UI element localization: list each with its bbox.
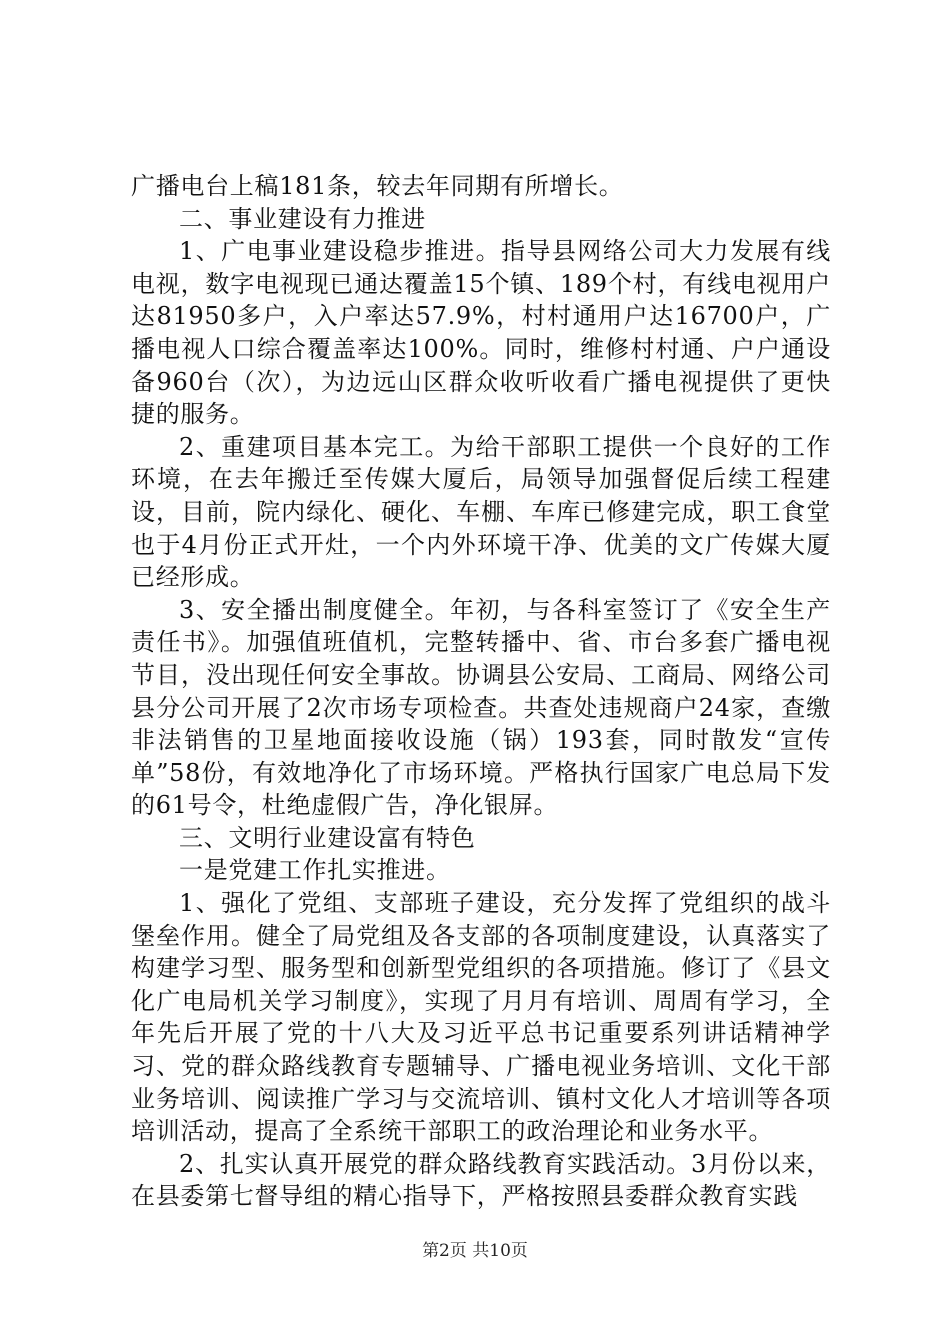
paragraph-safe-broadcast: 3、安全播出制度健全。年初，与各科室签订了《安全生产责任书》。加强值班值机，完整转播中、省、市台多套广播电视节目，没出现任何安全事故。协调县公安局、工商局、网络公司县分公司开展了2次市场专项检查。共查处违规商户24家，查缴非法销售的卫星地面接收设施（锅）193套，同时散发“宣传单”58份，有效地净化了市场环境。严格执行国家广电总局下发的61号令，杜绝虚假广告，净化银屏。 (131, 595, 831, 820)
document-body (131, 170, 831, 1213)
paragraph-continuation: 广播电台上稿181条，较去年同期有所增长。 (131, 172, 624, 200)
paragraph-broadcast-construction: 1、广电事业建设稳步推进。指导县网络公司大力发展有线电视，数字电视现已通达覆盖15个镇、189个村，有线电视用户达81950多户，入户率达57.9%，村村通用户达16700户，广播电视人口综合覆盖率达100%。同时，维修村村通、户户通设备960台（次），为边远山区群众收听收看广播电视提供了更快捷的服务。 (131, 237, 831, 429)
section-heading-3: 三、文明行业建设富有特色 (179, 823, 476, 852)
subheading-party-building: 一是党建工作扎实推进。 (179, 856, 451, 885)
paragraph-party-organization: 1、强化了党组、支部班子建设，充分发挥了党组织的战斗堡垒作用。健全了局党组及各支部的各项制度建设，认真落实了构建学习型、服务型和创新型党组织的各项措施。修订了《县文化广电局机关学习制度》，实现了月月有培训、周周有学习，全年先后开展了党的十八大及习近平总书记重要系列讲话精神学习、党的群众路线教育专题辅导、广播电视业务培训、文化干部业务培训、阅读推广学习与交流培训、镇村文化人才培训等各项培训活动，提高了全系统干部职工的政治理论和业务水平。 (131, 889, 831, 1146)
page-number-footer: 第2页 共10页 (422, 1241, 528, 1261)
paragraph-mass-line-education: 2、扎实认真开展党的群众路线教育实践活动。3月份以来，在县委第七督导组的精心指导下，严格按照县委群众教育实践 (131, 1149, 831, 1211)
paragraph-rebuild-project: 2、重建项目基本完工。为给干部职工提供一个良好的工作环境，在去年搬迁至传媒大厦后，局领导加强督促后续工程建设，目前，院内绿化、硬化、车棚、车库已修建完成，职工食堂也于4月份正式开灶，一个内外环境干净、优美的文广传媒大厦已经形成。 (131, 432, 831, 592)
section-heading-2: 二、事业建设有力推进 (179, 204, 426, 233)
